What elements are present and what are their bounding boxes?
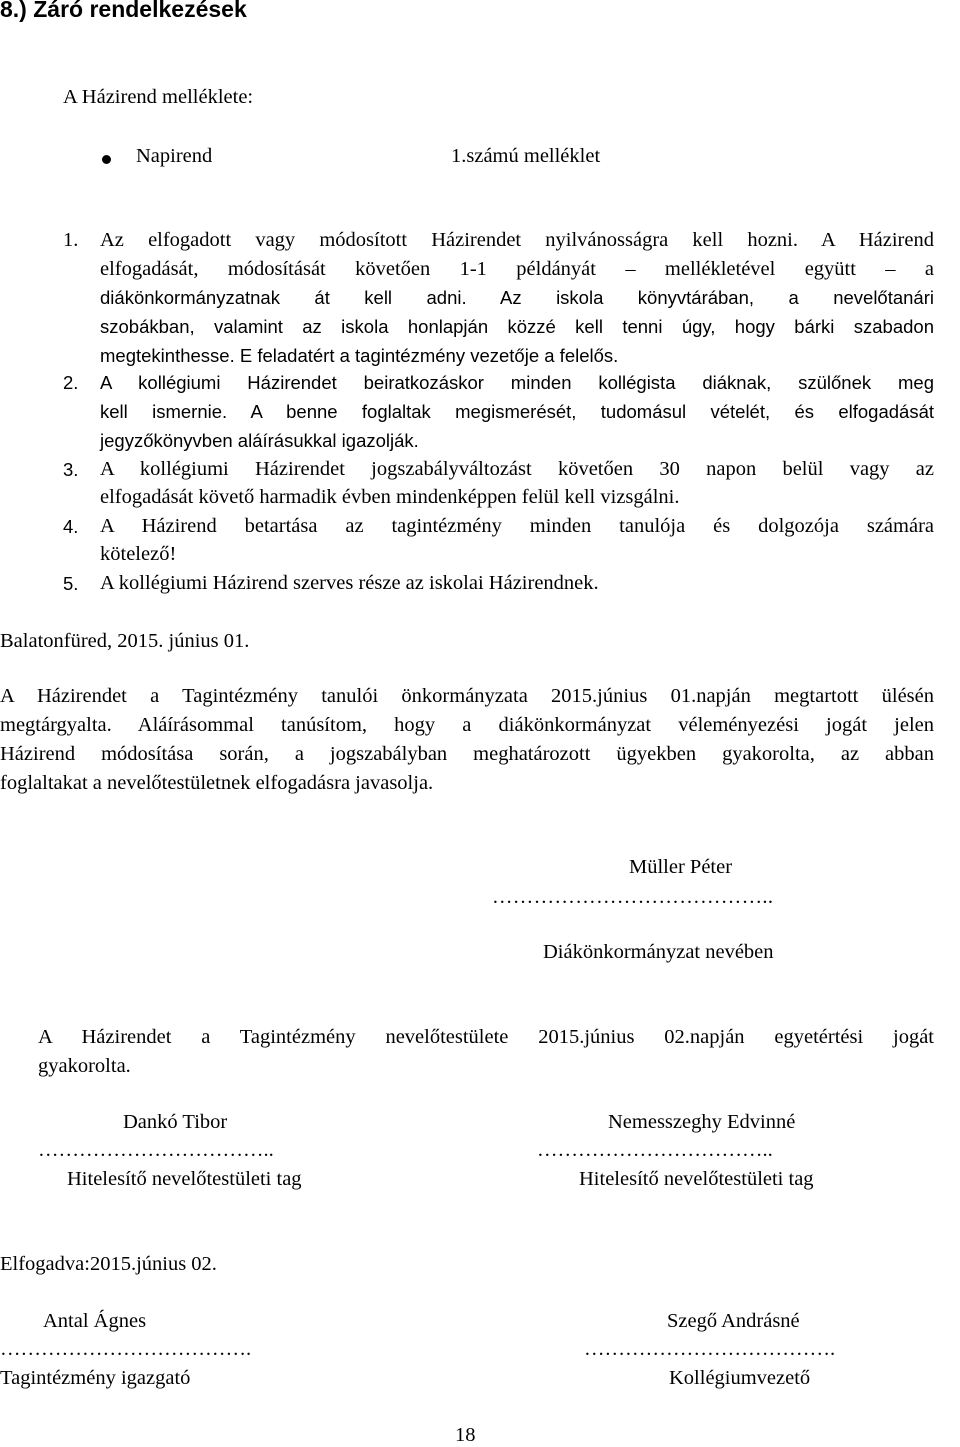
- signer-name: Müller Péter: [629, 856, 733, 878]
- signer-name: Antal Ágnes: [43, 1310, 147, 1332]
- section-heading: 8.) Záró rendelkezések: [0, 0, 247, 22]
- signature-line: ……………………………..: [38, 1139, 274, 1161]
- signer-name: Szegő Andrásné: [667, 1310, 800, 1332]
- signature-line: …………………………………..: [492, 886, 774, 908]
- signature-line: ……………………………….: [0, 1338, 252, 1360]
- paragraph-line: A Házirendet a Tagintézmény nevelőtestülete 2015.június 02.napján egyetértési jogát: [38, 1026, 934, 1048]
- item-line: diákönkormányzatnak át kell adni. Az iskola könyvtárában, a nevelőtanári: [100, 287, 934, 308]
- signature-line: ……………………………..: [537, 1139, 773, 1161]
- paragraph-line: Házirend módosítása során, a jogszabályban meghatározott ügyekben gyakorolta, az abban: [0, 743, 934, 765]
- signer-role: Tagintézmény igazgató: [0, 1367, 191, 1389]
- signer-role: Kollégiumvezető: [669, 1367, 811, 1389]
- item-line: megtekinthesse. E feladatért a tagintézmény vezetője a felelős.: [100, 345, 619, 366]
- item-number: 5.: [63, 573, 79, 594]
- item-line: A kollégiumi Házirendet beiratkozáskor minden kollégista diáknak, szülőnek meg: [100, 372, 934, 393]
- paragraph-line: A Házirendet a Tagintézmény tanulói önkormányzata 2015.június 01.napján megtartott ülésén: [0, 685, 934, 707]
- item-number: 2.: [63, 372, 79, 393]
- annex-item-ref: 1.számú melléklet: [451, 145, 601, 167]
- item-line: kötelező!: [100, 543, 177, 565]
- item-line: kell ismernie. A benne foglaltak megismerését, tudomásul vételét, és elfogadását: [100, 401, 934, 422]
- signer-name: Nemesszeghy Edvinné: [608, 1111, 796, 1133]
- signer-role: Diákönkormányzat nevében: [543, 941, 774, 963]
- item-number: 3.: [63, 459, 79, 480]
- item-line: szobákban, valamint az iskola honlapján közzé kell tenni úgy, hogy bárki szabadon: [100, 316, 934, 337]
- item-number: 1.: [63, 229, 79, 251]
- annex-label: A Házirend melléklete:: [63, 86, 254, 108]
- item-line: elfogadását követő harmadik évben mindenképpen felül kell vizsgálni.: [100, 486, 680, 508]
- bullet-icon: [102, 155, 111, 164]
- accepted-date: Elfogadva:2015.június 02.: [0, 1253, 217, 1275]
- signer-role: Hitelesítő nevelőtestületi tag: [67, 1168, 302, 1190]
- item-line: elfogadását, módosítását követően 1-1 példányát – mellékletével együtt – a: [100, 258, 934, 280]
- signer-role: Hitelesítő nevelőtestületi tag: [579, 1168, 814, 1190]
- signer-name: Dankó Tibor: [123, 1111, 228, 1133]
- item-line: A kollégiumi Házirendet jogszabályváltozást követően 30 napon belül vagy az: [100, 458, 934, 480]
- item-line: A kollégiumi Házirend szerves része az iskolai Házirendnek.: [100, 572, 599, 594]
- item-line: A Házirend betartása az tagintézmény minden tanulója és dolgozója számára: [100, 515, 934, 537]
- annex-item-name: Napirend: [136, 145, 213, 167]
- place-date: Balatonfüred, 2015. június 01.: [0, 630, 250, 652]
- item-number: 4.: [63, 516, 79, 537]
- item-line: Az elfogadott vagy módosított Házirendet nyilvánosságra kell hozni. A Házirend: [100, 229, 934, 251]
- page-number: 18: [455, 1424, 476, 1446]
- paragraph-line: foglaltakat a nevelőtestületnek elfogadásra javasolja.: [0, 772, 434, 794]
- signature-line: ……………………………….: [584, 1338, 836, 1360]
- paragraph-line: gyakorolta.: [38, 1055, 131, 1077]
- paragraph-line: megtárgyalta. Aláírásommal tanúsítom, hogy a diákönkormányzat véleményezési jogát jelen: [0, 714, 934, 736]
- item-line: jegyzőkönyvben aláírásukkal igazolják.: [100, 430, 419, 451]
